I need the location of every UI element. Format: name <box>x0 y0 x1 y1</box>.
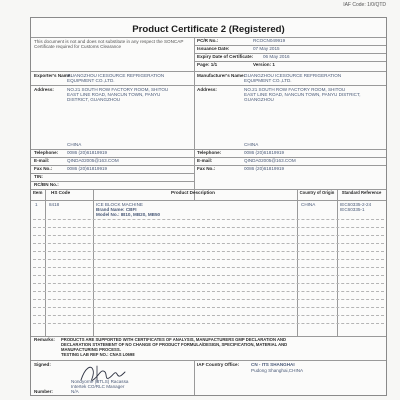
header-ref: IAF Code: 1/0/QTD <box>343 2 386 8</box>
manufacturer-address-3: GUANGZHOU <box>244 97 274 102</box>
exporter-tin-label: TIN: <box>34 174 43 179</box>
filler-line <box>33 291 384 292</box>
rule-parties <box>31 71 386 72</box>
row-hs: 8418 <box>49 202 60 207</box>
pc-value: RCOCN049919 <box>253 38 286 43</box>
divider-top-band <box>194 37 195 72</box>
exporter-address-2: EAST LINE ROAD, NANCUN TOWN, PANYU <box>67 92 161 97</box>
row-standard-1: IEC60335-2-24 <box>340 202 372 207</box>
rule-footer <box>31 360 386 361</box>
filler-line <box>33 315 384 316</box>
rule-exporter-email <box>31 165 194 166</box>
col-country-divider <box>337 189 338 336</box>
divider-footer <box>194 360 195 395</box>
signer-name: Nondyorne (BTLS) Racassa <box>71 379 129 384</box>
filler-line <box>33 275 384 276</box>
notice-text: This document is not and does not substitute in any respect the SONCAP Certificate required for Customs Clearance <box>34 39 184 50</box>
office-address: Pudong Shanghai,CHINA <box>251 368 304 373</box>
exporter-rc-label: RC/BN No.: <box>34 182 59 187</box>
manufacturer-address-1: NO.21 SOUTH ROW FACTORY ROOM, SHITOU <box>244 87 346 92</box>
manufacturer-name-2: EQUIPMENT CO.,LTD. <box>244 78 292 83</box>
col-hs-header: HS Code <box>51 190 71 195</box>
exporter-label: Exporter's Name: <box>34 73 72 78</box>
certificate-document <box>30 17 387 396</box>
filler-line <box>33 259 384 260</box>
filler-line <box>33 267 384 268</box>
issuance-label: Issuance Date: <box>197 46 230 51</box>
manufacturer-fax: 0086 (20)61819919 <box>244 166 285 171</box>
col-standard-header: Standard Reference <box>341 190 382 195</box>
exporter-telephone-label: Telephone: <box>34 150 59 155</box>
manufacturer-telephone: 0086 (20)61819919 <box>244 150 285 155</box>
remarks-line-1: PRODUCTS ARE SUPPORTED WITH CERTIFICATES OF ANALYSIS, MANUFACTURERS GMP DECLARATION AND <box>61 337 287 342</box>
exporter-country: CHINA <box>67 142 82 147</box>
row-desc-3: Model No.: IB10, MB20, MB50 <box>96 212 161 217</box>
remarks-label: Remarks: <box>34 337 55 342</box>
row-standard-2: IEC60335-1 <box>340 207 365 212</box>
filler-line <box>33 307 384 308</box>
divider-parties <box>194 71 195 201</box>
manufacturer-address-label: Address: <box>197 87 217 92</box>
filler-line <box>33 299 384 300</box>
version-label: Version: 1 <box>253 62 275 67</box>
manufacturer-email-label: E-mail: <box>197 158 213 163</box>
row-desc-1: ICE BLOCK MACHINE <box>96 202 143 207</box>
filler-line <box>33 227 384 228</box>
office-value: CN - ITS SHANGHAI <box>251 362 295 367</box>
manufacturer-country: CHINA <box>244 142 259 147</box>
exporter-telephone: 0086 (20)61819919 <box>67 150 108 155</box>
exporter-address-1: NO.21 SOUTH ROW FACTORY ROOM, SHITOU <box>67 87 169 92</box>
col-country-header: Country of Origin <box>299 190 335 195</box>
signed-label: Signed: <box>34 362 51 367</box>
exporter-email: QINDA02005@163.COM <box>67 158 119 163</box>
exporter-fax: 0086 (20)61819919 <box>67 166 108 171</box>
filler-line <box>33 323 384 324</box>
row-desc-2: Brand Name: CBFI <box>96 207 137 212</box>
expiry-label: Expiry Date of Certificate: <box>197 54 254 59</box>
certificate-title: Product Certificate 2 (Registered) <box>132 24 285 35</box>
rule-manufacturer-name <box>194 85 386 86</box>
expiry-value: 06 May 2016 <box>263 54 290 59</box>
col-desc-divider <box>297 189 298 336</box>
issuance-value: 07 May 2015 <box>253 46 280 51</box>
page-label: Page: 1/1 <box>197 62 218 67</box>
exporter-fax-label: Fax No.: <box>34 166 53 171</box>
exporter-name-1: GUANGZHOU ICESOURCE REFRIGERATION <box>67 73 165 78</box>
manufacturer-name-1: GUANGZHOU ICESOURCE REFRIGERATION <box>244 73 342 78</box>
rule-items-header <box>31 200 386 201</box>
signer-title: Intertek CO/RLC Manager <box>71 384 125 389</box>
row-country: CHINA <box>301 202 316 207</box>
remarks-line-4: TESTING LAB REF NO.: CNAS L0698 <box>61 352 135 357</box>
manufacturer-label: Manufacturer's Name: <box>197 73 246 78</box>
col-desc-header: Product Description <box>171 190 215 195</box>
rule-manufacturer-country <box>194 149 386 150</box>
col-item-header: Item <box>33 190 43 195</box>
exporter-email-label: E-mail: <box>34 158 50 163</box>
filler-line <box>33 243 384 244</box>
filler-line <box>33 251 384 252</box>
manufacturer-telephone-label: Telephone: <box>197 150 222 155</box>
rule-expiry <box>194 61 386 62</box>
col-hs-divider <box>93 189 94 336</box>
rule-exporter-fax <box>31 173 194 174</box>
remarks-line-2: DECLARATION STATEMENT OF NO CHANGE OF PRODUCT FORMULA/DESIGN, SPECIFICATION, MATERIAL AND <box>61 342 288 347</box>
remarks-line-3: MANUFACTURING PROCESS. <box>61 347 121 352</box>
manufacturer-address-2: EAST LINE ROAD, NANCUN TOWN, PANYU DISTRICT, <box>244 92 361 97</box>
filler-line <box>33 219 384 220</box>
filler-line <box>33 235 384 236</box>
number-value: N/A <box>71 389 79 394</box>
rule-manufacturer-email <box>194 165 386 166</box>
number-label: Number: <box>34 389 53 394</box>
rule-exporter-name <box>31 85 194 86</box>
exporter-name-2: EQUIPMENT CO.,LTD. <box>67 78 115 83</box>
col-item-divider <box>45 189 46 336</box>
manufacturer-email: QINDA02005@163.COM <box>244 158 296 163</box>
office-label: IAF Country Office: <box>197 362 240 367</box>
row-item: 1 <box>35 202 38 207</box>
manufacturer-fax-label: Fax No.: <box>197 166 216 171</box>
exporter-address-3: DISTRICT, GUANGZHOU <box>67 97 121 102</box>
filler-line <box>33 283 384 284</box>
exporter-address-label: Address: <box>34 87 54 92</box>
pc-label: PC/R No.: <box>197 38 219 43</box>
